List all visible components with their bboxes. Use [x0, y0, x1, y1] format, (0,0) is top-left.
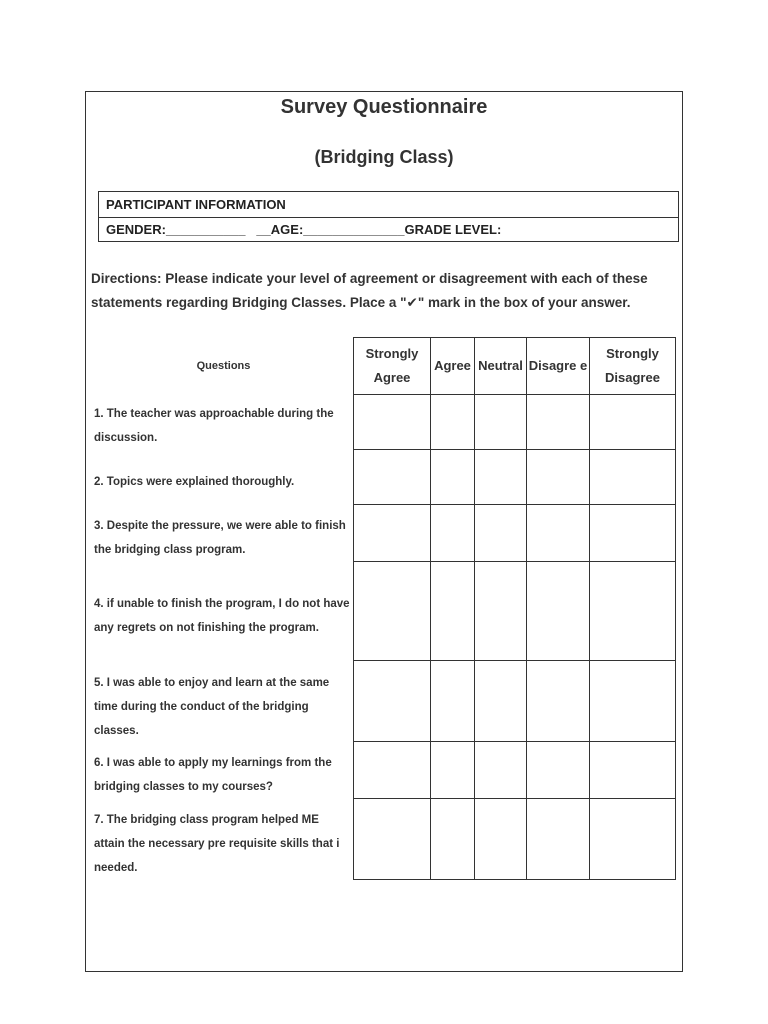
answer-box[interactable] — [475, 562, 527, 661]
question-7: 7. The bridging class program helped ME attain the necessary pre requisite skills that i needed. — [94, 814, 340, 874]
answer-box[interactable] — [475, 661, 527, 742]
answer-box[interactable] — [527, 450, 590, 505]
survey-page — [85, 91, 683, 972]
column-header-strongly-agree: Strongly Agree — [354, 338, 431, 395]
answer-box[interactable] — [431, 799, 475, 880]
answer-box[interactable] — [590, 742, 676, 799]
answer-box[interactable] — [431, 505, 475, 562]
answer-box[interactable] — [527, 742, 590, 799]
answer-box[interactable] — [527, 395, 590, 450]
answer-box[interactable] — [354, 661, 431, 742]
table-row — [354, 742, 676, 799]
column-header-agree: Agree — [431, 338, 475, 395]
column-header-neutral: Neutral — [475, 338, 527, 395]
answer-box[interactable] — [590, 395, 676, 450]
answer-box[interactable] — [590, 562, 676, 661]
table-row — [354, 450, 676, 505]
question-4: 4. if unable to finish the program, I do not have any regrets on not finishing the program. — [94, 598, 350, 634]
participant-info-box — [98, 191, 679, 242]
column-header-disagree: Disagre e — [527, 338, 590, 395]
answer-box[interactable] — [354, 505, 431, 562]
answer-grid — [353, 337, 676, 880]
questions-column-header: Questions — [196, 360, 251, 372]
answer-box[interactable] — [431, 742, 475, 799]
page-title: Survey Questionnaire — [280, 96, 488, 118]
answer-box[interactable] — [475, 742, 527, 799]
question-5: 5. I was able to enjoy and learn at the same time during the conduct of the bridging classes. — [94, 677, 330, 737]
answer-box[interactable] — [431, 450, 475, 505]
column-header-strongly-disagree: Strongly Disagree — [590, 338, 676, 395]
table-row — [354, 395, 676, 450]
answer-box[interactable] — [354, 450, 431, 505]
directions-text: Directions: Please indicate your level of agreement or disagreement with each of these statements regarding Bridging Classes. Place a "✔" mark in the box of your answer. — [91, 271, 648, 310]
answer-box[interactable] — [431, 395, 475, 450]
table-row — [354, 799, 676, 880]
answer-box[interactable] — [431, 562, 475, 661]
question-3: 3. Despite the pressure, we were able to finish the bridging class program. — [94, 520, 346, 556]
answer-box[interactable] — [354, 395, 431, 450]
answer-box[interactable] — [475, 799, 527, 880]
question-6: 6. I was able to apply my learnings from the bridging classes to my courses? — [94, 757, 332, 793]
participant-fields-line: GENDER:___________ __AGE:______________GRADE LEVEL: — [106, 222, 502, 237]
answer-box[interactable] — [475, 395, 527, 450]
participant-info-heading: PARTICIPANT INFORMATION — [99, 192, 678, 218]
question-2: 2. Topics were explained thoroughly. — [94, 476, 295, 488]
table-row — [354, 562, 676, 661]
table-row — [354, 661, 676, 742]
question-1: 1. The teacher was approachable during the discussion. — [94, 408, 334, 444]
answer-box[interactable] — [590, 799, 676, 880]
answer-grid-header-row — [354, 338, 676, 395]
answer-box[interactable] — [527, 661, 590, 742]
answer-box[interactable] — [590, 450, 676, 505]
answer-box[interactable] — [527, 562, 590, 661]
answer-box[interactable] — [354, 799, 431, 880]
table-row — [354, 505, 676, 562]
answer-box[interactable] — [590, 505, 676, 562]
answer-box[interactable] — [354, 742, 431, 799]
answer-box[interactable] — [475, 505, 527, 562]
page-subtitle: (Bridging Class) — [314, 147, 454, 167]
answer-box[interactable] — [475, 450, 527, 505]
answer-box[interactable] — [527, 505, 590, 562]
answer-box[interactable] — [354, 562, 431, 661]
answer-box[interactable] — [527, 799, 590, 880]
answer-box[interactable] — [590, 661, 676, 742]
answer-box[interactable] — [431, 661, 475, 742]
